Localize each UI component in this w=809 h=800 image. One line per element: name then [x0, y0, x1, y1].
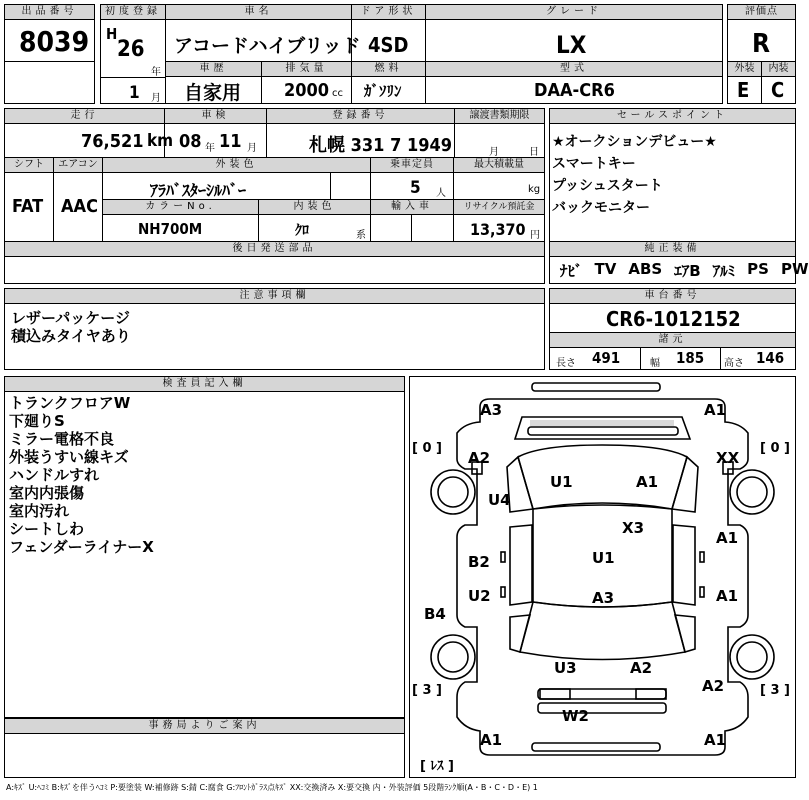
equipment-item: ｴｱB: [674, 262, 701, 280]
lot-number-label: 出品番号: [5, 5, 94, 20]
width-value: 185: [676, 349, 705, 367]
tire-count-rear-left: [ 3 ]: [412, 683, 442, 698]
damage-label: XX: [716, 449, 740, 467]
damage-label: A2: [468, 449, 491, 467]
chassis-label: 車台番号: [550, 289, 795, 304]
car-name-label: 車名: [166, 5, 351, 20]
load-label: 最大積載量: [454, 158, 544, 173]
equipment-item: ABS: [628, 260, 663, 278]
damage-label: A1: [704, 401, 727, 419]
length-value: 491: [592, 349, 621, 367]
interior-grade-cell: [761, 61, 796, 104]
chassis-block: [549, 288, 796, 370]
inspector-label: 検査員記入欄: [5, 377, 404, 392]
height-value: 146: [756, 349, 785, 367]
inspection-year: 08: [179, 131, 202, 152]
damage-label: U2: [468, 587, 491, 605]
grade-cell: [425, 4, 723, 62]
tire-count-rear-right: [ 3 ]: [760, 683, 790, 698]
import-label: 輸入車: [371, 200, 453, 215]
notes-block: [4, 288, 545, 370]
office-label: 事務局よりご案内: [5, 719, 404, 734]
damage-label: A2: [702, 677, 725, 695]
equipment-item: TV: [594, 260, 617, 278]
score-label: 評価点: [728, 5, 795, 20]
exterior-grade-cell: [727, 61, 762, 104]
note-line: 積込みタイヤあり: [11, 327, 131, 345]
car-name-cell: [165, 4, 361, 62]
interior-grade: C: [771, 78, 785, 102]
mileage: 76,521: [81, 131, 144, 152]
sales-points-label: セールスポイント: [550, 109, 795, 124]
model-label: 型式: [426, 62, 722, 77]
plate-number: 札幌 331 7 1949: [309, 135, 453, 156]
inspector-line: フェンダーライナーX: [9, 538, 154, 556]
month-unit: 月: [151, 93, 161, 104]
damage-label: A1: [480, 731, 503, 749]
auction-score: R: [752, 29, 771, 59]
mileage-cell: [4, 108, 174, 158]
first-registration-label: 初度登録: [101, 5, 165, 20]
interior-color-label: 内装色: [259, 200, 370, 215]
usage-history: 自家用: [184, 82, 242, 104]
interior-color: ｸﾛ: [295, 223, 309, 239]
capacity-label: 乗車定員: [371, 158, 453, 173]
first-registration-cell: [100, 4, 166, 104]
damage-label: A3: [480, 401, 503, 419]
inspector-line: ハンドルすれ: [9, 466, 100, 484]
damage-label: U3: [554, 659, 577, 677]
registration-month: 1: [129, 83, 140, 103]
ac-label: エアコン: [54, 158, 102, 173]
recycle-unit: 円: [530, 230, 540, 241]
inspector-line: 外装うすい線キズ: [9, 448, 129, 466]
displacement-label: 排気量: [262, 62, 351, 77]
equipment-list: [560, 260, 809, 281]
inspector-line: ミラー電格不良: [9, 430, 115, 448]
damage-label: A1: [704, 731, 727, 749]
equipment-block: [549, 241, 809, 284]
notes-label: 注意事項欄: [5, 289, 544, 304]
shift-type: FAT: [12, 196, 44, 217]
capacity-unit: 人: [436, 188, 446, 199]
sales-point-item: ★オークションデビュー★: [552, 134, 717, 150]
sales-point-item: プッシュスタート: [552, 178, 663, 194]
length-label: 長さ: [556, 358, 576, 369]
height-label: 高さ: [724, 358, 744, 369]
damage-label: A1: [716, 529, 739, 547]
year-unit: 年: [151, 67, 161, 78]
tire-count-front-right: [ 0 ]: [760, 441, 790, 456]
damage-label: A1: [636, 473, 659, 491]
grade: LX: [556, 31, 587, 59]
later-parts-label: 後日発送部品: [5, 242, 544, 257]
exterior-color: ｱﾗﾊﾞｽﾀｰｼﾙﾊﾞｰ: [150, 181, 247, 200]
door-type-label: ドア形状: [352, 5, 425, 20]
damage-label: A3: [592, 589, 615, 607]
lot-number: 8039: [19, 25, 90, 58]
inspection-month-unit: 月: [247, 143, 257, 154]
mileage-label: 走行: [5, 109, 164, 124]
equipment-item: ｱﾙﾐ: [712, 262, 736, 280]
chassis-number: CR6-1012152: [606, 307, 741, 331]
damage-label: U1: [550, 473, 573, 491]
inspector-line: 下廻りS: [9, 412, 65, 430]
equipment-item: PW: [780, 260, 809, 278]
inspector-line: 室内汚れ: [9, 502, 70, 520]
transfer-month-unit: 月: [489, 147, 499, 158]
exterior-color-label: 外装色: [103, 158, 370, 173]
score-cell: [727, 4, 796, 62]
inspection-cell: [164, 108, 267, 158]
tire-count-front-left: [ 0 ]: [412, 441, 442, 456]
ac-type: AAC: [61, 196, 98, 217]
color-number-label: カラーNo.: [103, 200, 258, 215]
inspector-lines: [9, 394, 154, 556]
displacement-cell: [261, 61, 352, 104]
inspector-line: 室内内張傷: [9, 484, 85, 502]
inspection-month: 11: [219, 131, 242, 152]
load-unit: kg: [528, 184, 541, 195]
plate-cell: [266, 108, 455, 158]
lot-number-cell: [4, 4, 95, 62]
door-type: 4SD: [368, 33, 409, 57]
inspector-line: トランクフロアW: [9, 394, 131, 412]
sales-points-block: [549, 108, 796, 242]
equipment-item: PS: [747, 260, 769, 278]
damage-label: U4: [488, 491, 511, 509]
dimensions-label: 諸元: [550, 332, 795, 348]
displacement: 2000: [284, 80, 330, 101]
model-code: DAA-CR6: [534, 80, 615, 101]
era-letter: H: [106, 25, 118, 43]
shift-label: シフト: [5, 158, 53, 173]
history-cell: [165, 61, 262, 104]
damage-label: A1: [716, 587, 739, 605]
door-type-cell: [351, 4, 426, 62]
damage-legend: A:ｷｽﾞ U:ﾍｺﾐ B:ｷｽﾞを伴うﾍｺﾐ P:要塗装 W:補修跡 S:錆 C:腐食 G:ﾌﾛﾝﾄｶﾞﾗｽ点ｷｽﾞ XX:交換済み X:要交換 内・外装評価 5段階ﾗﾝｸ順(A・B・C・D・E) 1: [6, 783, 538, 792]
fuel-cell: [351, 61, 426, 104]
seating-capacity: 5: [410, 178, 421, 198]
registration-year: 26: [117, 37, 145, 62]
notes-lines: [11, 309, 131, 345]
car-name: アコードハイブリッド: [174, 35, 361, 57]
inspector-line: シートしわ: [9, 520, 85, 538]
damage-label: B2: [468, 553, 490, 571]
equipment-label: 純正装備: [550, 242, 795, 257]
exterior-grade-label: 外装: [728, 62, 761, 77]
office-block: [4, 718, 405, 778]
exterior-grade: E: [737, 78, 750, 102]
sales-point-item: バックモニター: [552, 200, 650, 216]
car-outline-diagram: [410, 377, 795, 777]
grade-label: グレード: [426, 5, 722, 20]
transfer-label: 譲渡書類期限: [455, 109, 544, 124]
lot-blank-cell: [4, 61, 95, 104]
model-cell: [425, 61, 723, 104]
transfer-cell: [454, 108, 545, 158]
inspection-label: 車検: [165, 109, 266, 124]
damage-label: A2: [630, 659, 653, 677]
transfer-day-unit: 日: [529, 147, 539, 158]
damage-label: U1: [592, 549, 615, 567]
sales-points-list: [552, 131, 717, 219]
interior-grade-label: 内装: [762, 62, 795, 77]
fuel-label: 燃料: [352, 62, 425, 77]
damage-label: B4: [424, 605, 446, 623]
mileage-unit: km: [147, 131, 174, 151]
note-line: レザーパッケージ: [11, 309, 130, 327]
recycle-label: リサイクル預託金: [454, 200, 544, 215]
damage-diagram: [409, 376, 796, 778]
inspection-year-unit: 年: [205, 143, 215, 154]
color-number: NH700M: [138, 220, 203, 238]
later-parts-cell: [4, 241, 545, 284]
plate-label: 登録番号: [267, 109, 454, 124]
recycle-deposit: 13,370: [470, 220, 526, 239]
sales-point-item: スマートキー: [552, 156, 636, 172]
width-label: 幅: [650, 358, 660, 369]
interior-color-unit: 系: [356, 230, 366, 241]
spare-tire-label: [ ﾚｽ ]: [420, 759, 454, 774]
damage-label: W2: [562, 707, 589, 725]
equipment-item: ﾅﾋﾞ: [560, 262, 583, 280]
displacement-unit: cc: [332, 88, 343, 99]
history-label: 車歴: [166, 62, 261, 77]
damage-label: X3: [622, 519, 645, 537]
fuel-type: ｶﾞｿﾘﾝ: [364, 82, 402, 100]
inspector-block: [4, 376, 405, 718]
